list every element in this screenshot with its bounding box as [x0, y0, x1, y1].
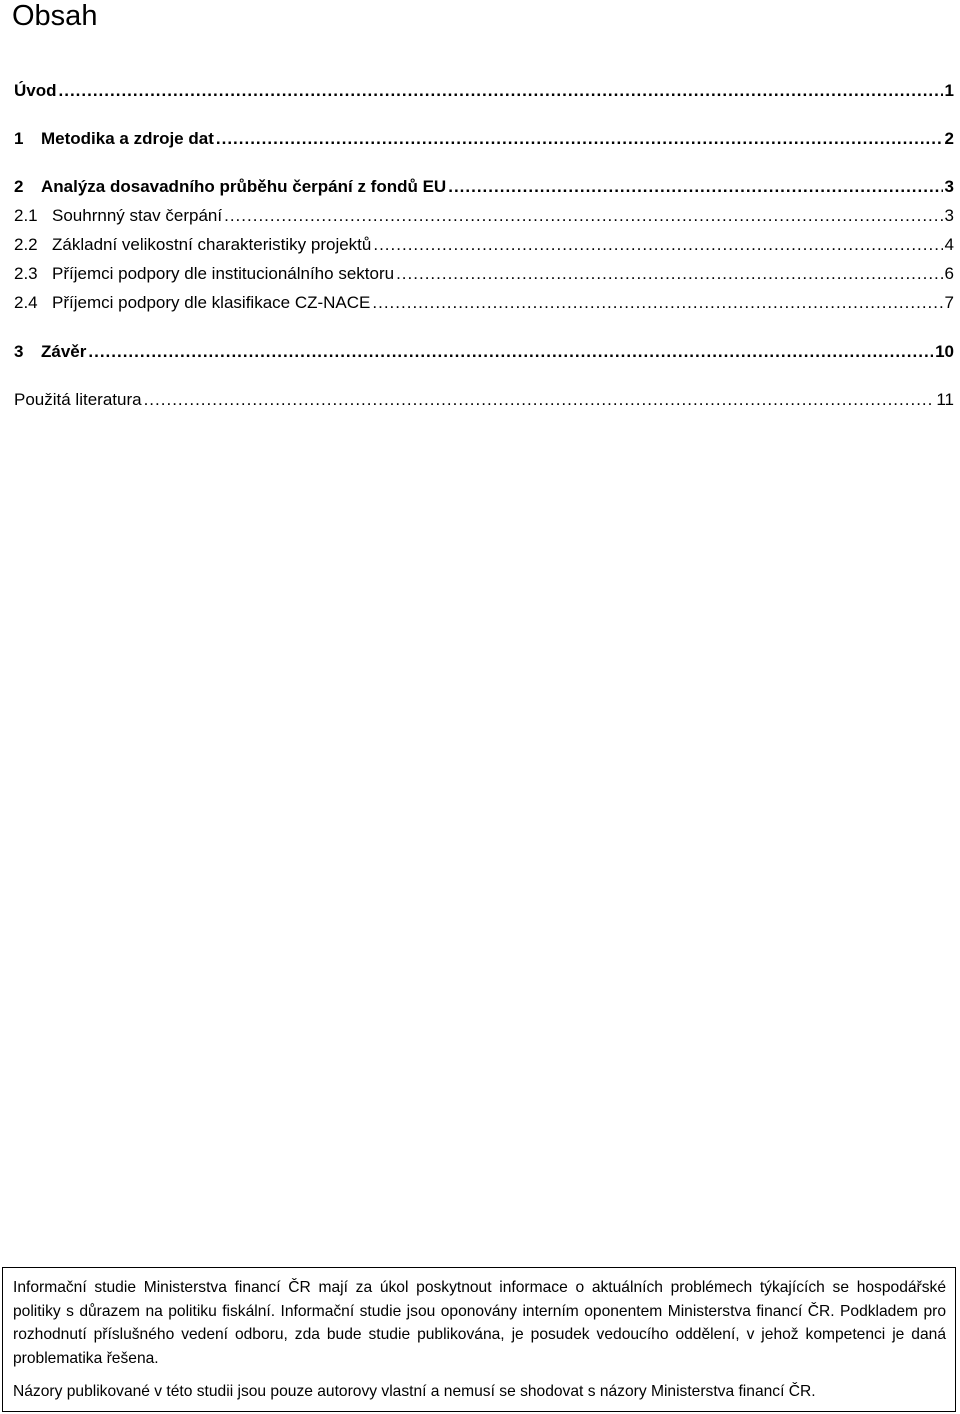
toc-entry-number: 2.1 — [14, 206, 38, 225]
toc-entry-label: Metodika a zdroje dat — [41, 129, 214, 148]
toc-entry-number: 2 — [14, 177, 24, 196]
toc-entry-page: 10 — [935, 342, 954, 361]
toc-entry-page: 6 — [944, 264, 954, 283]
toc-leader-dots — [222, 204, 942, 228]
toc-leader-dots — [86, 340, 933, 364]
disclaimer-paragraph: Názory publikované v této studii jsou pouze autorovy vlastní a nemusí se shodovat s názory Ministerstva financí ČR. — [13, 1383, 816, 1400]
toc-entry-label: Příjemci podpory dle klasifikace CZ-NACE — [52, 293, 371, 312]
toc-entry-2-4[interactable] — [14, 291, 954, 315]
toc-entry-literatura[interactable] — [14, 388, 954, 412]
toc-entry-page: 1 — [944, 81, 954, 100]
toc-entry-label: Základní velikostní charakteristiky projektů — [52, 235, 372, 254]
toc-leader-dots — [142, 388, 935, 412]
toc-leader-dots — [394, 262, 942, 286]
toc-entry-page: 3 — [944, 206, 954, 225]
disclaimer-paragraph: Informační studie Ministerstva financí ČR mají za úkol poskytnout informace o aktuálních problémech týkajících se hospodářské politiky s důrazem na politiku fiskální. Informační studie jsou oponovány interním oponentem Ministerstva financí ČR. Podkladem pro rozhodnutí příslušného vedení odboru, zda bude studie publikována, je posudek vedoucího oddělení, v jehož kompetenci je daná problematika řešena. — [13, 1279, 946, 1367]
toc-entry-zaver[interactable] — [14, 340, 954, 364]
toc-entry-analyza[interactable] — [14, 175, 954, 199]
toc-entry-label: Příjemci podpory dle institucionálního sektoru — [52, 264, 395, 283]
toc-leader-dots — [371, 233, 942, 257]
toc-leader-dots — [370, 291, 942, 315]
toc-entry-number: 3 — [14, 342, 24, 361]
toc-entry-label: Souhrnný stav čerpání — [52, 206, 223, 225]
toc-entry-page: 7 — [944, 293, 954, 312]
page-title: Obsah — [12, 0, 98, 32]
toc-entry-uvod[interactable] — [14, 79, 954, 103]
toc-entry-2-2[interactable] — [14, 233, 954, 257]
toc-entry-2-1[interactable] — [14, 204, 954, 228]
toc-entry-page: 11 — [936, 390, 954, 409]
disclaimer-box — [2, 1267, 956, 1412]
toc-entry-label: Použitá literatura — [14, 390, 142, 409]
toc-entry-number: 2.4 — [14, 293, 38, 312]
toc-entry-metodika[interactable] — [14, 127, 954, 151]
toc-leader-dots — [57, 79, 943, 103]
toc-leader-dots — [214, 127, 943, 151]
toc-entry-label: Úvod — [14, 81, 57, 100]
toc-entry-2-3[interactable] — [14, 262, 954, 286]
toc-entry-number: 2.3 — [14, 264, 38, 283]
toc-entry-page: 2 — [944, 129, 954, 148]
toc-entry-label: Závěr — [41, 342, 87, 361]
toc-entry-number: 2.2 — [14, 235, 38, 254]
toc-entry-page: 4 — [944, 235, 954, 254]
toc-entry-number: 1 — [14, 129, 24, 148]
toc-entry-page: 3 — [944, 177, 954, 196]
toc-leader-dots — [446, 175, 942, 199]
toc-entry-label: Analýza dosavadního průběhu čerpání z fondů EU — [41, 177, 447, 196]
